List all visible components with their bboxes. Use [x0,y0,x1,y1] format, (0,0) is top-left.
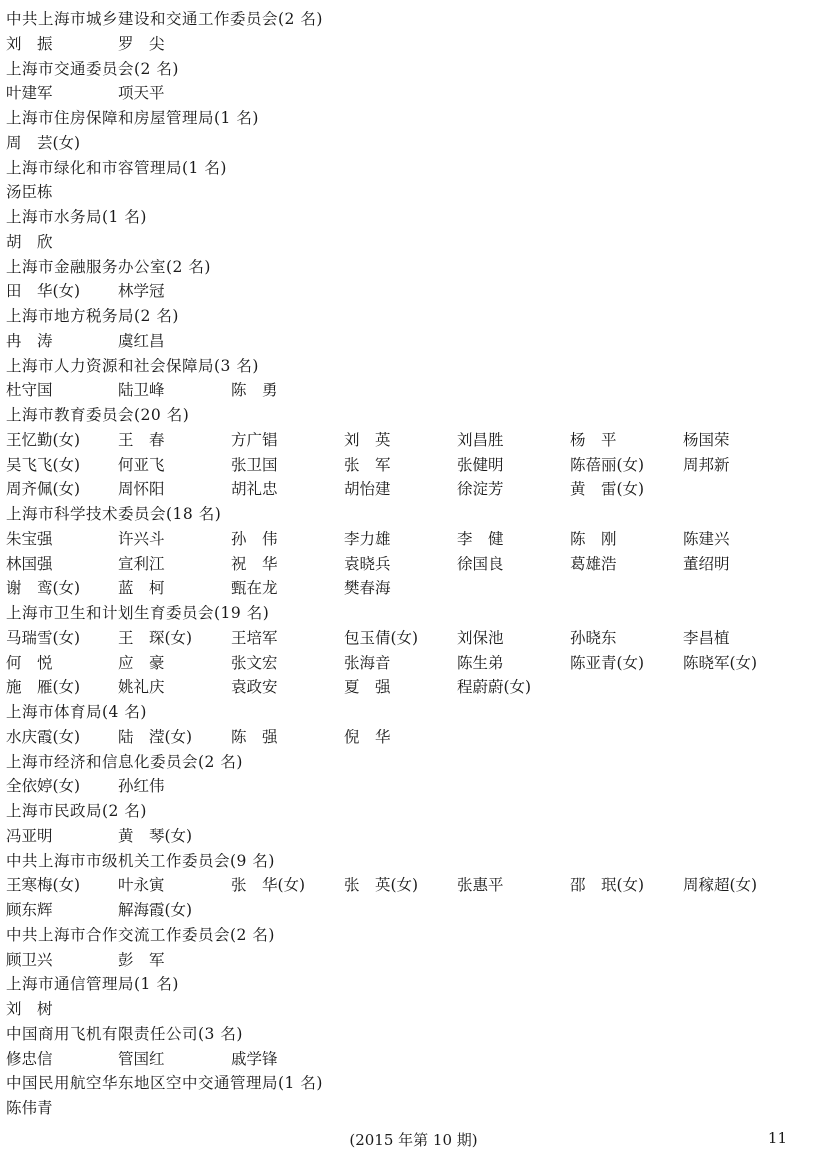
name-row [6,725,821,750]
section-heading: 上海市卫生和计划生育委员会(19 名) [6,604,270,622]
name-row [6,824,821,849]
person-name: 袁晓兵 [344,554,391,573]
person-name: 黄 琴(女) [118,826,193,845]
section-heading: 中国商用飞机有限责任公司(3 名) [6,1024,243,1043]
name-row [6,279,821,304]
person-name: 徐淀芳 [457,480,504,499]
person-name: 林学冠 [118,282,165,301]
person-name: 王忆勤(女) [6,430,81,449]
name-row [6,230,821,255]
person-name: 刘昌胜 [457,430,504,449]
section-heading: 上海市人力资源和社会保障局(3 名) [6,356,259,375]
person-name: 包玉倩(女) [344,628,419,647]
person-name: 陈 强 [231,727,278,746]
name-row [6,81,821,106]
person-name: 张海音 [344,653,391,672]
name-row [6,428,821,453]
person-name: 刘 树 [6,1000,53,1018]
person-name: 陈伟青 [6,1099,53,1117]
name-row [6,527,821,552]
section-heading: 中共上海市合作交流工作委员会(2 名) [6,925,275,944]
footer-issue-label: (2015 年第 10 期) [349,1131,478,1149]
person-name: 徐国良 [457,554,504,573]
person-name: 马瑞雪(女) [6,628,81,647]
person-name: 黄 雷(女) [570,480,645,499]
person-name: 周稼超(女) [683,876,758,895]
person-name: 李 健 [457,529,504,548]
person-name: 王培军 [231,628,278,647]
section-heading: 上海市水务局(1 名) [6,208,147,226]
name-row [6,626,821,651]
person-name: 张惠平 [457,876,504,895]
page-number: 11 [767,1129,787,1147]
person-name: 王 春 [118,430,165,449]
person-name: 罗 尖 [118,34,165,53]
person-name: 管国红 [118,1049,165,1068]
person-name: 杨 平 [570,430,617,449]
person-name: 水庆霞(女) [6,727,81,746]
person-name: 叶建军 [6,84,53,103]
person-name: 周邦新 [683,455,730,474]
name-row [6,873,821,898]
person-name: 顾东辉 [6,901,53,919]
person-name: 孙 伟 [231,529,278,548]
name-row [6,1096,821,1121]
name-row [6,651,821,676]
person-name: 陈 刚 [570,529,617,548]
person-name: 李力雄 [344,529,391,548]
person-name: 陈亚青(女) [570,653,645,672]
person-name: 顾卫兴 [6,950,53,969]
name-row [6,180,821,205]
section-heading: 上海市科学技术委员会(18 名) [6,505,222,523]
section-heading: 上海市民政局(2 名) [6,802,147,820]
person-name: 姚礼庆 [118,678,165,697]
person-name: 刘保池 [457,628,504,647]
person-name: 孙红伟 [118,777,165,796]
name-row [6,1047,821,1072]
person-name: 周齐佩(女) [6,480,81,499]
person-name: 冉 涛 [6,331,53,350]
person-name: 修忠信 [6,1049,53,1068]
section-heading: 中国民用航空华东地区空中交通管理局(1 名) [6,1074,323,1093]
person-name: 陈蓓丽(女) [570,455,645,474]
section-heading: 上海市教育委员会(20 名) [6,406,190,424]
person-name: 张 华(女) [231,876,306,895]
person-name: 陆卫峰 [118,381,165,400]
person-name: 樊春海 [344,579,391,598]
name-row [6,552,821,577]
person-name: 周怀阳 [118,480,165,499]
name-row [6,32,821,57]
person-name: 汤臣栋 [6,183,53,202]
person-name: 王寒梅(女) [6,876,81,895]
person-name: 李昌植 [683,628,730,647]
person-name: 袁政安 [231,678,278,697]
name-row [6,576,821,601]
person-name: 吴飞飞(女) [6,455,81,474]
person-name: 张 军 [344,455,391,474]
person-name: 项天平 [118,84,165,103]
person-name: 戚学锋 [231,1049,278,1068]
person-name: 董绍明 [683,554,730,573]
person-name: 陈 勇 [231,381,278,400]
name-row [6,675,821,700]
person-name: 夏 强 [344,678,391,697]
section-heading: 上海市通信管理局(1 名) [6,975,179,994]
person-name: 倪 华 [344,727,391,746]
person-name: 叶永寅 [118,876,165,895]
person-name: 全依婷(女) [6,777,81,796]
person-name: 宣利江 [118,554,165,573]
person-name: 陈晓军(女) [683,653,758,672]
person-name: 蓝 柯 [118,579,165,598]
person-name: 刘 英 [344,430,391,449]
section-heading: 上海市经济和信息化委员会(2 名) [6,752,243,771]
section-heading: 上海市体育局(4 名) [6,703,147,721]
person-name: 陆 滢(女) [118,727,193,746]
section-heading: 上海市绿化和市容管理局(1 名) [6,158,227,177]
name-row [6,948,821,973]
person-name: 应 豪 [118,653,165,672]
person-name: 方广锠 [231,430,278,449]
person-name: 甄在龙 [231,579,278,598]
name-row [6,898,821,923]
person-name: 林国强 [6,554,53,573]
name-row [6,329,821,354]
name-row [6,477,821,502]
person-name: 许兴斗 [118,529,165,548]
person-name: 王 琛(女) [118,628,193,647]
person-name: 周 芸(女) [6,133,81,152]
person-name: 程蔚蔚(女) [457,678,532,697]
person-name: 张健明 [457,455,504,474]
person-name: 陈生弟 [457,653,504,672]
person-name: 胡礼忠 [231,480,278,499]
person-name: 施 雁(女) [6,678,81,697]
section-heading: 上海市交通委员会(2 名) [6,59,179,78]
person-name: 杜守国 [6,381,53,400]
person-name: 张文宏 [231,653,278,672]
person-name: 何 悦 [6,653,53,672]
name-row [6,378,821,403]
person-name: 张 英(女) [344,876,419,895]
name-row [6,997,821,1022]
person-name: 杨国荣 [683,430,730,449]
person-name: 朱宝强 [6,529,53,548]
name-row [6,453,821,478]
person-name: 胡 欣 [6,232,53,251]
person-name: 冯亚明 [6,826,53,845]
person-name: 谢 鸾(女) [6,579,81,598]
section-heading: 上海市金融服务办公室(2 名) [6,257,211,276]
name-row [6,774,821,799]
person-name: 邵 珉(女) [570,876,645,895]
section-heading: 上海市地方税务局(2 名) [6,307,179,325]
name-row [6,131,821,156]
section-heading: 上海市住房保障和房屋管理局(1 名) [6,109,259,127]
document-body [6,7,821,1121]
person-name: 祝 华 [231,554,278,573]
person-name: 陈建兴 [683,529,730,548]
person-name: 何亚飞 [118,455,165,474]
person-name: 虞红昌 [118,331,165,350]
person-name: 张卫国 [231,455,278,474]
person-name: 胡怡建 [344,480,391,499]
section-heading: 中共上海市市级机关工作委员会(9 名) [6,851,275,870]
person-name: 刘 振 [6,34,53,53]
person-name: 孙晓东 [570,628,617,647]
person-name: 解海霞(女) [118,901,193,919]
person-name: 彭 军 [118,950,165,969]
section-heading: 中共上海市城乡建设和交通工作委员会(2 名) [6,10,323,28]
person-name: 田 华(女) [6,282,81,301]
person-name: 葛雄浩 [570,554,617,573]
